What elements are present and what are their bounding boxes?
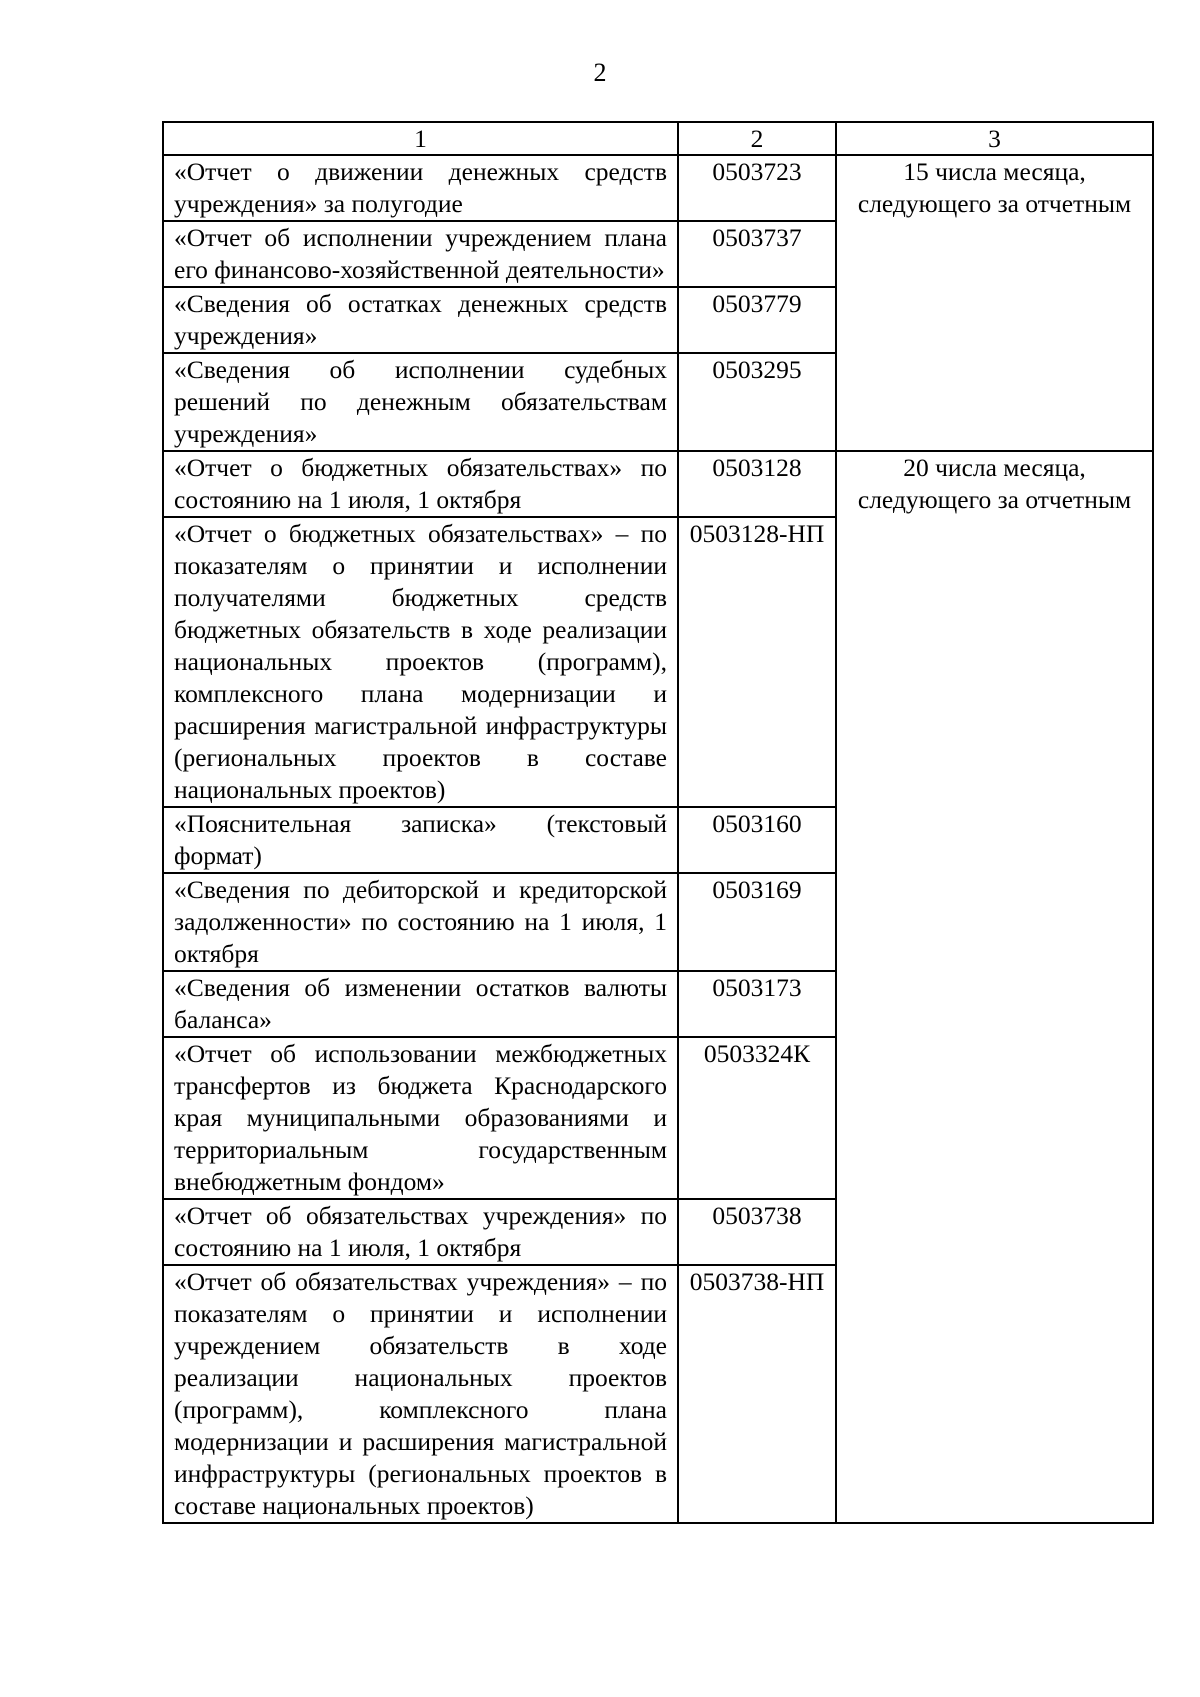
form-code: 0503173 xyxy=(678,971,836,1037)
column-header-1: 1 xyxy=(163,122,678,155)
report-name: «Сведения об изменении остатков валюты баланса» xyxy=(163,971,678,1037)
report-name: «Отчет о бюджетных обязательствах» по состоянию на 1 июля, 1 октября xyxy=(163,451,678,517)
column-header-2: 2 xyxy=(678,122,836,155)
form-code: 0503128 xyxy=(678,451,836,517)
form-code: 0503128-НП xyxy=(678,517,836,807)
form-code: 0503723 xyxy=(678,155,836,221)
report-name: «Отчет об обязательствах учреждения» по состоянию на 1 июля, 1 октября xyxy=(163,1199,678,1265)
form-code: 0503169 xyxy=(678,873,836,971)
form-code: 0503737 xyxy=(678,221,836,287)
report-name: «Сведения об остатках денежных средств учреждения» xyxy=(163,287,678,353)
page-number: 2 xyxy=(593,58,607,87)
table-row xyxy=(163,155,1153,221)
report-name: «Отчет о бюджетных обязательствах» – по показателям о принятии и исполнении получателями бюджетных средств бюджетных обязательств в ходе реализации национальных проектов (программ), комплексного плана модернизации и расширения магистральной инфраструктуры (региональных проектов в составе национальных проектов) xyxy=(163,517,678,807)
column-header-3: 3 xyxy=(836,122,1153,155)
report-name: «Пояснительная записка» (текстовый формат) xyxy=(163,807,678,873)
report-name: «Сведения по дебиторской и кредиторской задолженности» по состоянию на 1 июля, 1 октября xyxy=(163,873,678,971)
form-code: 0503295 xyxy=(678,353,836,451)
report-name: «Отчет об использовании межбюджетных трансфертов из бюджета Краснодарского края муниципальными образованиями и территориальным государственным внебюджетным фондом» xyxy=(163,1037,678,1199)
deadline-term: 20 числа месяца, следующего за отчетным xyxy=(836,451,1153,1523)
form-code: 0503324К xyxy=(678,1037,836,1199)
header-row xyxy=(163,122,1153,155)
form-code: 0503779 xyxy=(678,287,836,353)
form-code: 0503738-НП xyxy=(678,1265,836,1523)
report-name: «Сведения об исполнении судебных решений по денежным обязательствам учреждения» xyxy=(163,353,678,451)
form-code: 0503160 xyxy=(678,807,836,873)
table-row xyxy=(163,451,1153,517)
report-name: «Отчет об исполнении учреждением плана его финансово-хозяйственной деятельности» xyxy=(163,221,678,287)
deadline-term: 15 числа месяца, следующего за отчетным xyxy=(836,155,1153,451)
report-name: «Отчет об обязательствах учреждения» – по показателям о принятии и исполнении учреждением обязательств в ходе реализации национальных проектов (программ), комплексного плана модернизации и расширения магистральной инфраструктуры (региональных проектов в составе национальных проектов) xyxy=(163,1265,678,1523)
form-code: 0503738 xyxy=(678,1199,836,1265)
report-name: «Отчет о движении денежных средств учреждения» за полугодие xyxy=(163,155,678,221)
reporting-table xyxy=(162,121,1154,1524)
